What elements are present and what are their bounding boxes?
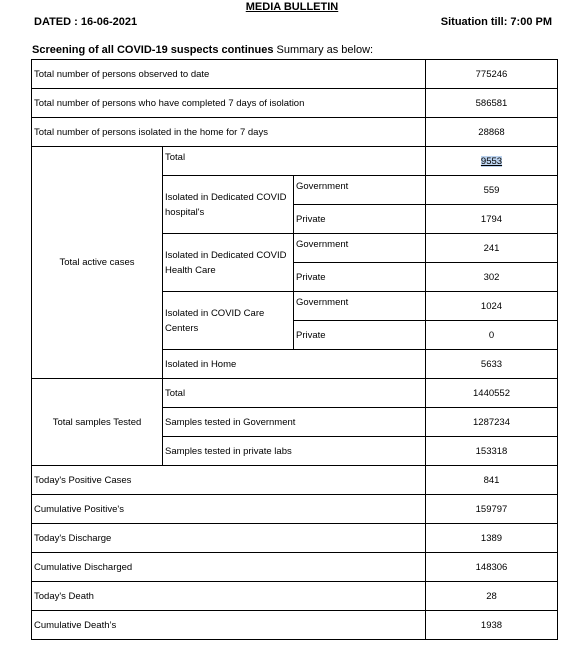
summary-value: 1938 — [426, 611, 558, 640]
hospital-pvt-label: Private — [294, 205, 426, 234]
home-isolation-label: Isolated in Home — [163, 350, 426, 379]
bulletin-date: DATED : 16-06-2021 — [34, 16, 138, 28]
table-row — [32, 611, 558, 640]
table-row — [32, 495, 558, 524]
hospital-label: Isolated in Dedicated COVID hospital's — [163, 176, 294, 234]
health-care-pvt-value: 302 — [426, 263, 558, 292]
table-row — [32, 89, 558, 118]
summary-value: 148306 — [426, 553, 558, 582]
summary-label: Cumulative Death’s — [32, 611, 426, 640]
row-value: 28868 — [426, 118, 558, 147]
summary-label: Today's Death — [32, 582, 426, 611]
table-row — [32, 524, 558, 553]
samples-total-label: Total — [163, 379, 426, 408]
intro-line — [32, 44, 373, 56]
summary-value: 159797 — [426, 495, 558, 524]
table-row — [32, 147, 558, 176]
samples-total-value: 1440552 — [426, 379, 558, 408]
care-center-gov-label: Government — [294, 292, 426, 321]
active-cases-label: Total active cases — [32, 147, 163, 379]
row-value: 586581 — [426, 89, 558, 118]
care-center-pvt-label: Private — [294, 321, 426, 350]
row-value: 775246 — [426, 60, 558, 89]
summary-value: 841 — [426, 466, 558, 495]
situation-time: Situation till: 7:00 PM — [440, 16, 552, 28]
summary-value: 28 — [426, 582, 558, 611]
active-total-value — [426, 147, 558, 176]
table-row — [32, 379, 558, 408]
samples-gov-value: 1287234 — [426, 408, 558, 437]
row-label: Total number of persons who have completed 7 days of isolation — [32, 89, 426, 118]
care-center-label: Isolated in COVID Care Centers — [163, 292, 294, 350]
summary-value: 1389 — [426, 524, 558, 553]
samples-gov-label: Samples tested in Government — [163, 408, 426, 437]
table-row — [32, 466, 558, 495]
row-label: Total number of persons observed to date — [32, 60, 426, 89]
table-row — [32, 60, 558, 89]
table-row — [32, 553, 558, 582]
health-care-label: Isolated in Dedicated COVID Health Care — [163, 234, 294, 292]
health-care-pvt-label: Private — [294, 263, 426, 292]
intro-bold: Screening of all COVID-19 suspects continues — [32, 44, 274, 56]
hospital-gov-value: 559 — [426, 176, 558, 205]
care-center-gov-value: 1024 — [426, 292, 558, 321]
bulletin-title: MEDIA BULLETIN — [245, 1, 339, 13]
hospital-pvt-value: 1794 — [426, 205, 558, 234]
table-row — [32, 582, 558, 611]
health-care-gov-value: 241 — [426, 234, 558, 263]
row-label: Total number of persons isolated in the home for 7 days — [32, 118, 426, 147]
active-total-label: Total — [163, 147, 426, 176]
hospital-gov-label: Government — [294, 176, 426, 205]
home-isolation-value: 5633 — [426, 350, 558, 379]
bulletin-table — [31, 59, 558, 640]
samples-pvt-value: 153318 — [426, 437, 558, 466]
samples-pvt-label: Samples tested in private labs — [163, 437, 426, 466]
intro-rest: Summary as below: — [273, 44, 374, 56]
summary-label: Today's Positive Cases — [32, 466, 426, 495]
active-total-number: 9553 — [480, 155, 503, 167]
summary-label: Today's Discharge — [32, 524, 426, 553]
summary-label: Cumulative Positive's — [32, 495, 426, 524]
care-center-pvt-value: 0 — [426, 321, 558, 350]
summary-label: Cumulative Discharged — [32, 553, 426, 582]
table-row — [32, 118, 558, 147]
samples-label: Total samples Tested — [32, 379, 163, 466]
health-care-gov-label: Government — [294, 234, 426, 263]
